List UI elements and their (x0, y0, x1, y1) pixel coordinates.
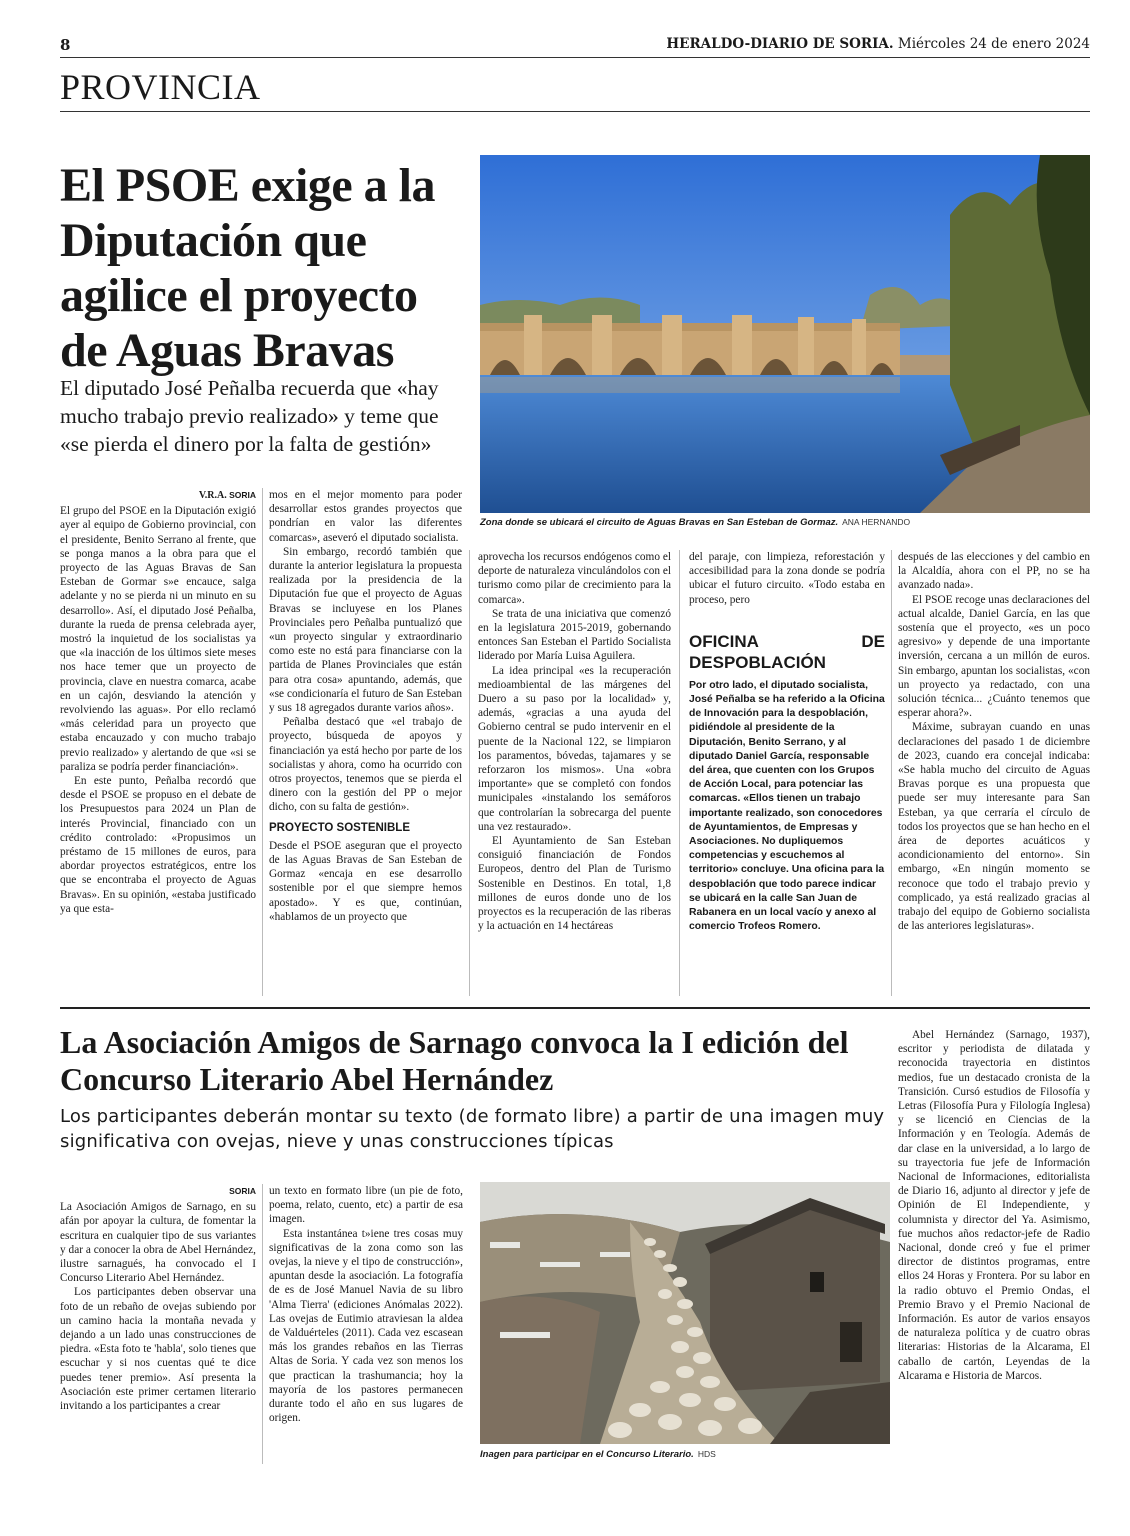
paragraph: Los participantes deben observar una foto de un rebaño de ovejas subiendo por un camino hacia la montaña nevada y dejando a un lado unas construcciones de piedra. «Esta foto te 'habla', solo tienes que escuchar y si nos cuentas qué te dice puedes tener premio». Así presenta la Asociación este primer certamen literario invitando a los participantes a crear (60, 1286, 256, 1413)
article2-headline: La Asociación Amigos de Sarnago convoca la I edición del Concurso Literario Abel Hernández (60, 1024, 849, 1097)
paragraph: mos en el mejor momento para poder desarrollar estos grandes proyectos que pondrían en valor las diferentes comarcas», aseveró el diputado socialista. (269, 489, 462, 544)
article1-photo-river-bridge (480, 155, 1090, 513)
paragraph: Se trata de una iniciativa que comenzó en la legislatura 2015-2019, gobernando entonces San Esteban el Partido Socialista liderado por María Luisa Aguilera. (478, 607, 671, 663)
caption-text: Zona donde se ubicará el circuito de Aguas Bravas en San Esteban de Gormaz. (480, 517, 839, 528)
article1-column-2 (269, 488, 462, 924)
paragraph: El PSOE recoge unas declaraciones del actual alcalde, Daniel García, en las que sostenía que el proyecto, «es un poco agresivo» y depende de una importante inversión, cercana a un millón de euros. Sin embargo, apuntan los socialistas, «con un proyecto ya redactado, con una solución técnica... ¿Cuánto tenemos que esperar ahora?». (898, 593, 1090, 720)
paragraph: El grupo del PSOE en la Diputación exigió ayer al equipo de Gobierno provincial, con el presidente, Benito Serrano al frente, que se ponga manos a la obra para que el proyecto de las Aguas Bravas de San Esteban de Gormar s»e encauce, salga adelante y no se pierda ni un minuto en su desarrollo». Así, el diputado José Peñalba, durante la rueda de prensa celebrada ayer, mostró la inquietud de los socialistas ya que «la inacción de los últimos siete meses nos hace temer que un proyecto de provincia, clave en nuestra comarca, acabe en un cajón, desviando la atención y revolviendo las aguas». Por ello reclamó «más celeridad para un proyecto que estaba encauzado y con mucho trabajo previo realizado» y alertando de que «si se paraliza se podría perder financiación». (60, 505, 256, 773)
section-rule (60, 111, 1090, 112)
article1-column-3 (478, 550, 671, 933)
article2-photo-sheep-flock (480, 1182, 890, 1444)
paragraph: aprovecha los recursos endógenos como el deporte de naturaleza vinculándolos con el turismo como pilar de crecimiento para la comarca». (478, 551, 671, 606)
article2-column-3 (898, 1028, 1090, 1383)
article1-column-5 (898, 550, 1090, 933)
caption-text: Inagen para participar en el Concurso Literario. (480, 1449, 694, 1460)
paragraph: del paraje, con limpieza, reforestación y accesibilidad para la zona donde se podría ubicar el futuro circuito. «Todo estaba en proceso, pero (689, 551, 885, 606)
article-separator-rule (60, 1007, 1090, 1009)
despoblacion-box (689, 631, 885, 935)
box-text: Por otro lado, el diputado socialista, José Peñalba se ha referido a la Oficina de Innovación para la despoblación, pidiéndole al presidente de la Diputación, Benito Serrano, y al diputado Daniel García, responsable del área, que cuenten con los Grupos de Acción Local, para potenciar las comarcas. «Ellos tienen un trabajo importante realizado, son conocedores de Ayuntamientos, de Empresas y Asociaciones. No dupliquemos competencias y escuchemos al territorio» concluye. Una oficina para la despoblación que todo parece indicar se ubicará en la calle San Juan de Rabanera en un local vacío y anexo al comercio Trofeos Romero. (689, 679, 885, 933)
paragraph: Esta instantánea t»iene tres cosas muy significativas de la zona como son las ovejas, la nieve y el tipo de construcción», apuntan desde la asociación. La fotografía de es de José Manuel Navia de su libro 'Alma Tierra' (ediciones Anómalas 2022). Las ovejas de Eutimio atraviesan la aldea de Valduérteles (2011). Cada vez escasean más los grandes rebaños en las Tierras Altas de Soria. Y cada vez son menos los que practican la trashumancia; hoy la mayoría de los pastores permanecen durante todo el año en sus lugares de origen. (269, 1227, 463, 1425)
column-divider (679, 550, 680, 996)
paragraph: En este punto, Peñalba recordó que desde el PSOE se propuso en el debate de los Presupuestos para 2024 un Plan de interés Provincial, financiado con un crédito controlado: «Propusimos un préstamo de 15 millones de euros, para abordar proyectos estratégicos, entre los que se encontraba el proyecto de Aguas Bravas». En su opinión, «estaba justificado ya que esta- (60, 775, 256, 915)
box-heading: OFICINA DE DESPOBLACIÓN (689, 631, 885, 672)
column-divider (262, 1184, 263, 1464)
column-divider (469, 550, 470, 996)
article1-byline (60, 488, 256, 503)
publication-name: HERALDO-DIARIO DE SORIA. (666, 36, 894, 52)
page-number: 8 (60, 36, 71, 54)
section-title: PROVINCIA (60, 67, 261, 107)
paragraph: Peñalba destacó que «el trabajo de proyecto, búsqueda de apoyos y financiación ya está hecho por parte de los socialistas y ahora, como ha ocurrido con otros proyectos, tenemos que se pierda el dinero con la gestión del PP o mejor dicho, con su falta de gestión». (269, 716, 462, 814)
paragraph: Abel Hernández (Sarnago, 1937), escritor y periodista de dilatada y reconocida trayectoria en distintos medios, fue un destacado cronista de la Transición. Cursó estudios de Filosofía y Letras (Filosofía Pura y Filología Inglesa) y se licenció en Ciencias de la Información y en Teología. Además de dar clase en la universidad, a lo largo de su trayectoria fue jefe de Información Nacional de Informaciones, editorialista de Diario 16, adjunto al director y jefe de Opinión de El Independiente, y columnista y director del Ya. Asimismo, fue muchos años redactor-jefe de Radio Nacional, donde creó y fue el primer director de distintos programas, entre ellos 24 Horas y Frontera. Por su labor en la radio obtuvo el Premio Ondas, el Premio Bravo y el Premio Nacional de Información. Es autor de varios ensayos de naturaleza política y de cuatro obras literarias: Historias de la Alcarama, El caballo de cartón, Leyendas de la Alcarama e Historia de Marcos. (898, 1029, 1090, 1382)
article1-headline: El PSOE exige a la Diputación que agilice el proyecto de Aguas Bravas (60, 159, 435, 377)
article2-byline (60, 1184, 256, 1199)
paragraph: Desde el PSOE aseguran que el proyecto de las Aguas Bravas de San Esteban de Gormaz «encaja en ese desarrollo sostenible por el que siempre hemos apostado». Y es que, continúan, «hablamos de un proyecto que (269, 839, 462, 923)
top-rule (60, 57, 1090, 58)
article1-column-1 (60, 488, 256, 916)
paragraph: El Ayuntamiento de San Esteban consiguió financiación de Fondos Europeos, dentro del Plan de Turismo Sostenible en Destinos. En total, 1,8 millones de euros donde uno de los proyectos es la recuperación de las riberas y la actuación en 14 hectáreas (478, 835, 671, 933)
publication-date: Miércoles 24 de enero 2024 (893, 36, 1090, 52)
photo-credit: ANA HERNANDO (842, 517, 911, 527)
article1-column-4 (689, 550, 885, 934)
article1-subhead: El diputado José Peñalba recuerda que «hay mucho trabajo previo realizado» y teme que «se pierda el dinero por la falta de gestión» (60, 376, 439, 456)
article2-column-2 (269, 1184, 463, 1425)
article1-photo-caption (480, 517, 910, 528)
byline-location: SORIA (229, 1186, 256, 1196)
photo-credit: HDS (697, 1449, 716, 1459)
masthead-line (666, 36, 1090, 52)
article2-column-1 (60, 1184, 256, 1413)
column-divider (891, 550, 892, 996)
paragraph: La Asociación Amigos de Sarnago, en su afán por apoyar la cultura, de fomentar la escritura en cualquier tipo de sus variantes y dar a conocer la obra de Abel Hernández, ilustre sarnagués, ha convocado el I Concurso Literario Abel Hernández. (60, 1201, 256, 1285)
paragraph: Máxime, subrayan cuando en unas declaraciones del pasado 1 de diciembre de 2023, cuando era concejal indicaba: «Se habla mucho del circuito de Aguas Bravas porque es una propuesta que puede ser muy interesante para San Esteban, ya que cerraría el círculo de todos los proyectos que se han hecho en el área de deportes acuáticos y acondicionamiento del entorno». Sin embargo, «En ningún momento se reconoce que todo el trabajo previo y complicado, ya está realizado gracias al trabajo del equipo de Gobierno socialista de las anteriores legislaturas». (898, 721, 1090, 933)
paragraph: La idea principal «es la recuperación medioambiental de las márgenes del Duero a su paso por la localidad» y, además, «gracias a una ayuda del Gobierno central se pudo intervenir en el puente de la Nacional 122, se limpiaron los paramentos, bóvedas, tajamares y se reforzaron los mismos». Una «obra importante» que se completó con fondos municipales «instalando los semáforos que controlarían la sobrecarga del puente una vez restaurado». (478, 664, 671, 833)
paragraph: un texto en formato libre (un pie de foto, poema, relato, cuento, etc) a partir de esa imagen. (269, 1185, 463, 1226)
article1-subheading: PROYECTO SOSTENIBLE (269, 821, 411, 834)
byline-author: V.R.A. (198, 490, 227, 501)
article2-photo-caption (480, 1449, 716, 1460)
article2-subhead: Los participantes deberán montar su texto (de formato libre) a partir de una imagen muy significativa con ovejas, nieve y unas construcciones típicas (60, 1106, 885, 1152)
byline-location: SORIA (226, 490, 256, 500)
column-divider (262, 488, 263, 996)
paragraph: después de las elecciones y del cambio en la Alcaldía, ahora con el PP, no se ha avanzado nada». (898, 551, 1090, 592)
paragraph: Sin embargo, recordó también que durante la anterior legislatura la propuesta realizada por la presidencia de la Diputación fue que el proyecto de Aguas Bravas se incluyese en los Planes Provinciales pero Peñalba puntualizó que «un proyecto singular y extraordinario como este no está para financiarse con la partida de Planes Provinciales que están para otra cosa» apuntando, además, que «se condicionaría el futuro de San Esteban y sus 18 agregados durante varios años». (269, 545, 462, 715)
